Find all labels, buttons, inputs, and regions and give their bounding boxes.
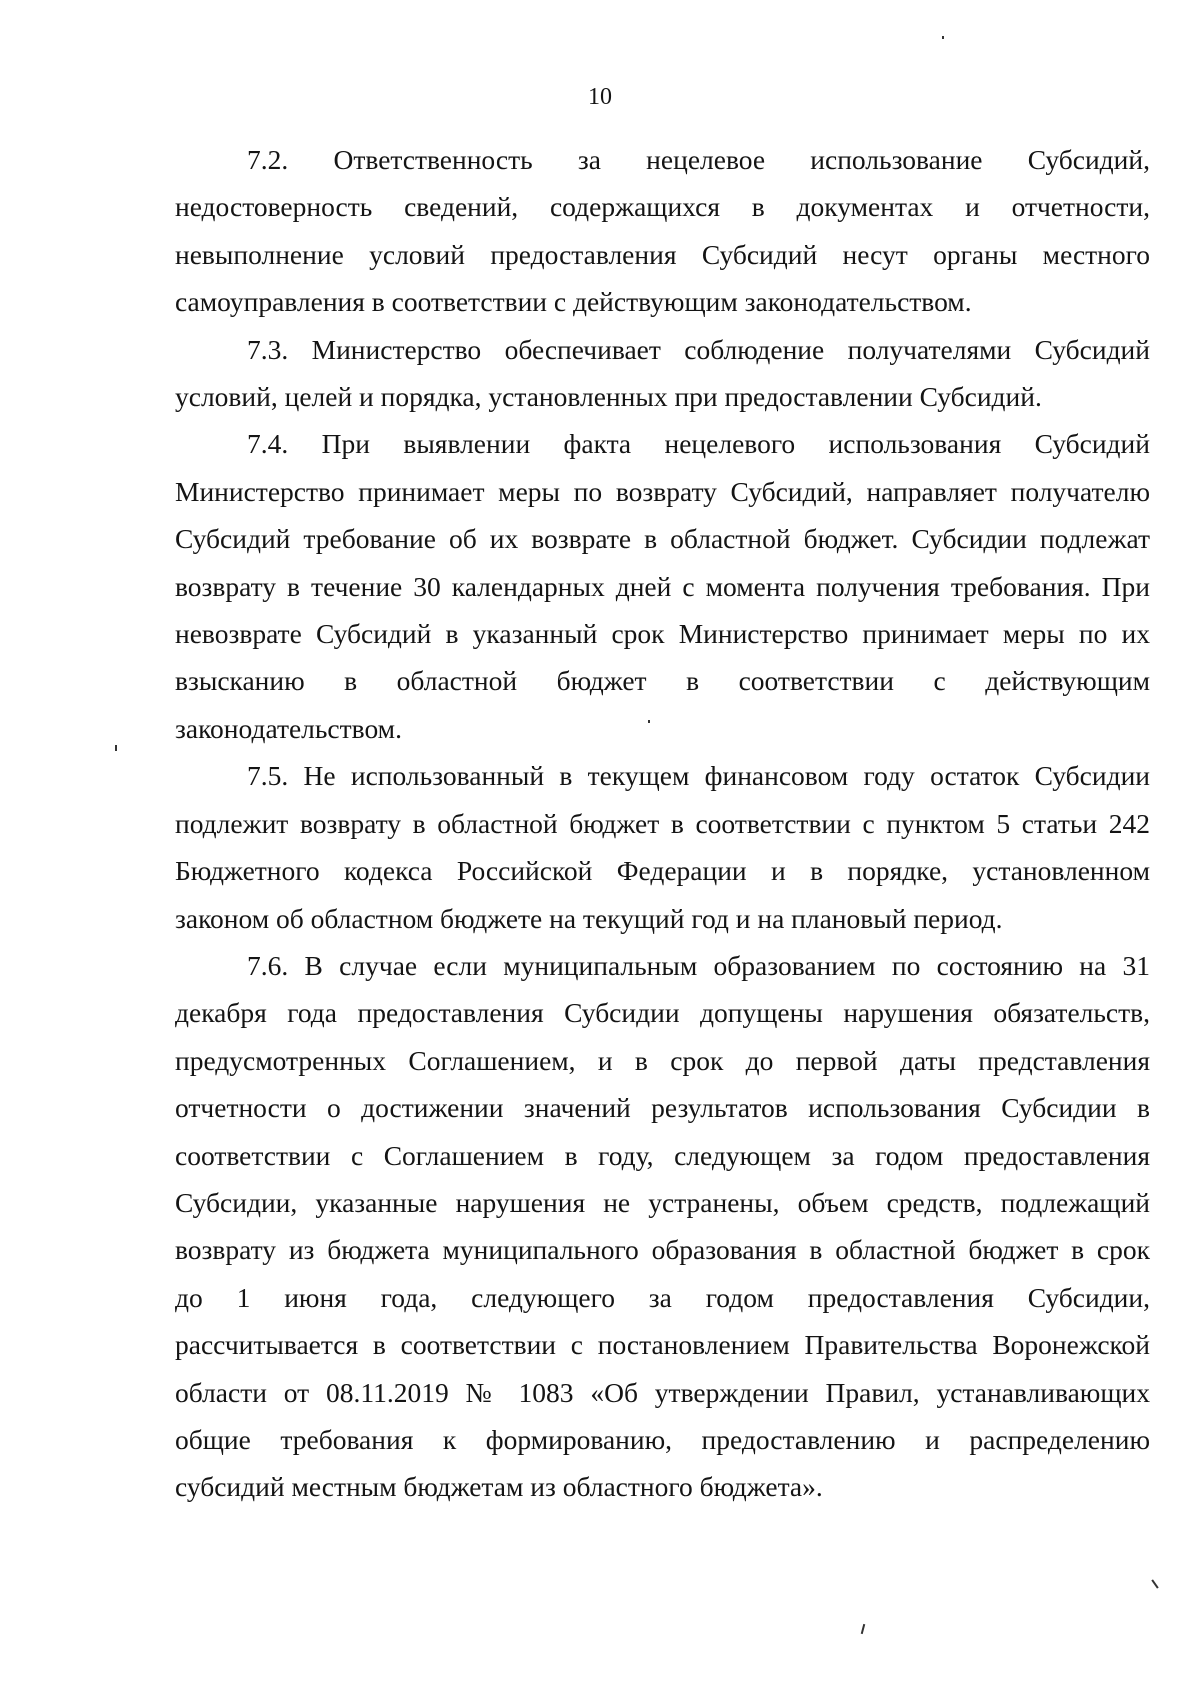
- text-line: законодательством.: [175, 712, 402, 744]
- text-line: условий, целей и порядка, установленных при предоставлении Субсидий.: [175, 381, 1042, 413]
- text-line: 7.5. Не использованный в текущем финансовом году остаток Субсидии: [247, 760, 1150, 792]
- text-line: самоуправления в соответствии с действующим законодательством.: [175, 286, 972, 318]
- text-line: 7.3. Министерство обеспечивает соблюдение получателями Субсидий: [247, 333, 1150, 365]
- text-line: Министерство принимает меры по возврату Субсидий, направляет получателю: [175, 475, 1150, 507]
- text-line: отчетности о достижении значений результатов использования Субсидии в: [175, 1092, 1150, 1124]
- text-line: соответствии с Соглашением в году, следующем за годом предоставления: [175, 1139, 1150, 1171]
- scan-speck: [1151, 1579, 1158, 1588]
- paragraph-7-6: [175, 942, 1150, 1511]
- text-line: субсидий местным бюджетам из областного бюджета».: [175, 1471, 823, 1503]
- text-line: декабря года предоставления Субсидии допущены нарушения обязательств,: [175, 997, 1150, 1029]
- text-line: законом об областном бюджете на текущий год и на плановый период.: [175, 902, 1003, 934]
- text-line: до 1 июня года, следующего за годом предоставления Субсидии,: [175, 1281, 1150, 1313]
- scan-speck: [942, 36, 944, 39]
- text-line: предусмотренных Соглашением, и в срок до первой даты представления: [175, 1044, 1150, 1076]
- scan-speck: [115, 745, 117, 751]
- text-line: 7.4. При выявлении факта нецелевого использования Субсидий: [247, 428, 1150, 460]
- text-line: 7.2. Ответственность за нецелевое использование Субсидий,: [247, 144, 1150, 175]
- text-line: 7.6. В случае если муниципальным образованием по состоянию на 31: [247, 949, 1150, 981]
- text-line: Субсидии, указанные нарушения не устранены, объем средств, подлежащий: [175, 1186, 1150, 1218]
- document-body: [175, 136, 1150, 1511]
- text-line: недостоверность сведений, содержащихся в документах и отчетности,: [175, 191, 1150, 223]
- text-line: области от 08.11.2019 № 1083 «Об утверждении Правил, устанавливающих: [175, 1376, 1150, 1408]
- text-line: Бюджетного кодекса Российской Федерации и в порядке, установленном: [175, 855, 1150, 887]
- text-line: невозврате Субсидий в указанный срок Министерство принимает меры по их: [175, 618, 1150, 650]
- text-line: возврату из бюджета муниципального образования в областной бюджет в срок: [175, 1234, 1150, 1266]
- text-line: Субсидий требование об их возврате в областной бюджет. Субсидии подлежат: [175, 523, 1150, 555]
- scan-speck: [648, 720, 650, 723]
- scan-speck: [861, 1624, 866, 1634]
- text-line: рассчитывается в соответствии с постановлением Правительства Воронежской: [175, 1329, 1150, 1361]
- text-line: возврату в течение 30 календарных дней с момента получения требования. При: [175, 570, 1150, 602]
- text-line: подлежит возврату в областной бюджет в соответствии с пунктом 5 статьи 242: [175, 807, 1150, 839]
- paragraph-7-4: [175, 420, 1150, 752]
- page-number: 10: [588, 84, 612, 110]
- text-line: общие требования к формированию, предоставлению и распределению: [175, 1423, 1150, 1455]
- paragraph-7-2: [175, 136, 1150, 326]
- paragraph-7-3: [175, 326, 1150, 421]
- paragraph-7-5: [175, 752, 1150, 942]
- text-line: невыполнение условий предоставления Субсидий несут органы местного: [175, 238, 1150, 270]
- text-line: взысканию в областной бюджет в соответствии с действующим: [175, 665, 1150, 697]
